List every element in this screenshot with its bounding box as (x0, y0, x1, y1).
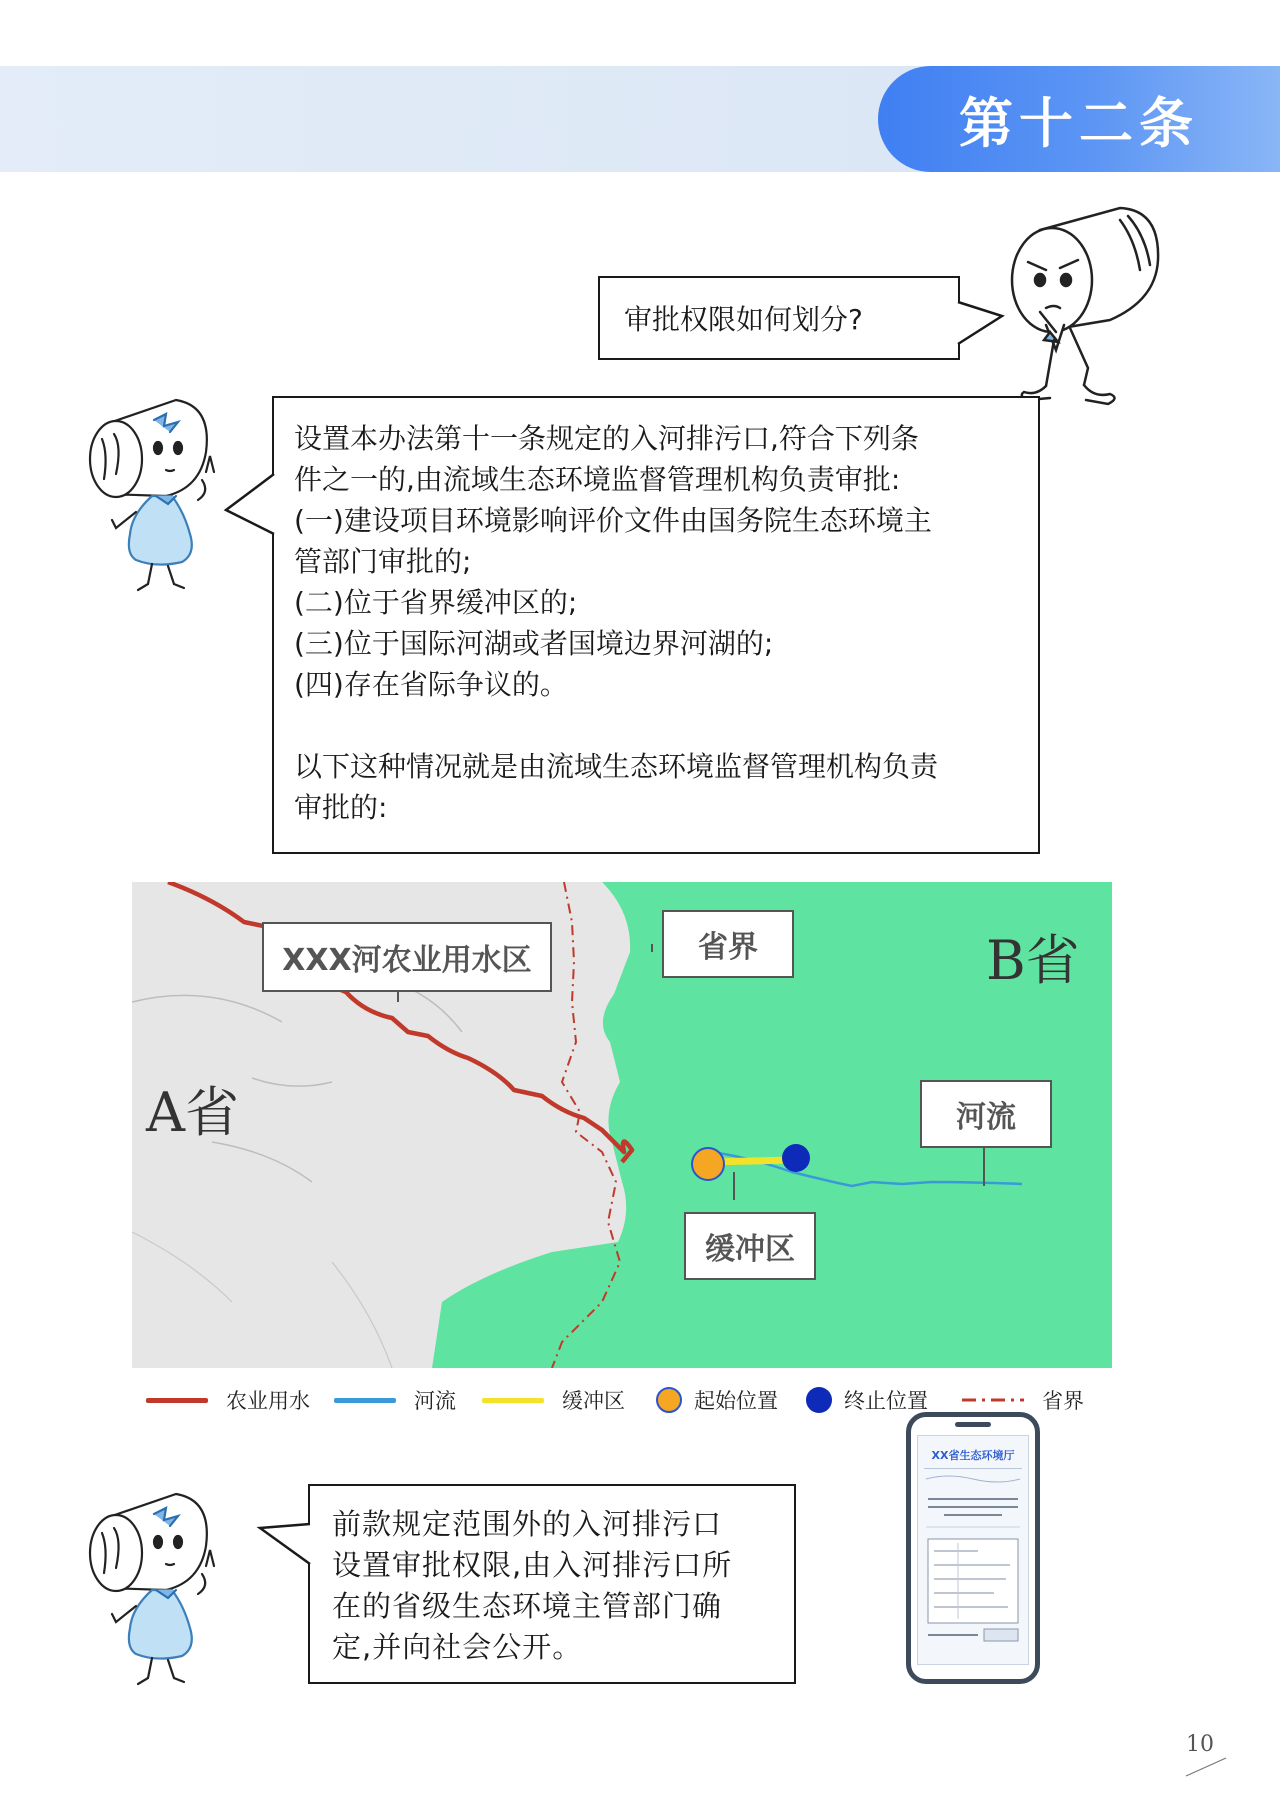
river-label: 河流 (920, 1080, 1052, 1148)
legend-item-agri (146, 1382, 310, 1418)
legend-swatch-start (656, 1387, 682, 1413)
main-bubble-tail (222, 470, 276, 550)
province-a-label: A省 (146, 1081, 239, 1144)
phone-illustration (906, 1412, 1040, 1684)
main-text-line-2: 件之一的,由流域生态环境监督管理机构负责审批: (294, 463, 901, 496)
province-b-label: B省 (986, 929, 1080, 992)
main-text-line-3: (一)建设项目环境影响评价文件由国务院生态环境主 (294, 504, 932, 537)
main-text-line-5: (二)位于省界缓冲区的; (294, 586, 578, 619)
legend-swatch-end (806, 1387, 832, 1413)
legend-label-end: 终止位置 (844, 1389, 928, 1413)
pipe-character-male-illustration (1000, 200, 1170, 420)
main-text-bubble (272, 396, 1040, 854)
legend-swatch-boundary (962, 1396, 1024, 1404)
main-text-line-1: 设置本办法第十一条规定的入河排污口,符合下列条 (294, 422, 919, 455)
legend-label-buffer: 缓冲区 (562, 1389, 625, 1413)
river-map (132, 882, 1112, 1368)
lower-text-line-3: 在的省级生态环境主管部门确 (332, 1589, 723, 1623)
page-number-slash (1184, 1754, 1228, 1778)
main-text-line-6: (三)位于国际河湖或者国境边界河湖的; (294, 627, 774, 660)
lower-text-line-2: 设置审批权限,由入河排污口所 (332, 1548, 733, 1582)
main-text-line-4: 管部门审批的; (294, 545, 472, 578)
lower-text-bubble (308, 1484, 796, 1684)
legend-item-end (806, 1382, 928, 1418)
legend-item-river (334, 1382, 456, 1418)
phone-document-lines (918, 1469, 1028, 1659)
main-text-line-7: (四)存在省际争议的。 (294, 668, 568, 701)
question-bubble (598, 276, 960, 360)
phone-screen (917, 1435, 1029, 1665)
legend-item-buffer (482, 1382, 625, 1418)
phone-speaker (955, 1422, 991, 1427)
question-bubble-tail (958, 300, 1008, 360)
boundary-label: 省界 (662, 910, 794, 978)
agri-zone-label: XXX河农业用水区 (262, 922, 552, 992)
article-title: 第十二条 (959, 91, 1199, 155)
lower-text-line-1: 前款规定范围外的入河排污口 (332, 1507, 723, 1541)
question-text: 审批权限如何划分? (624, 303, 863, 336)
main-text-line-10: 审批的: (294, 791, 388, 824)
lower-text-line-4: 定,并向社会公开。 (332, 1630, 583, 1664)
paragraph-spacer (294, 705, 1020, 746)
legend-label-start: 起始位置 (694, 1389, 778, 1413)
phone-header: XX省生态环境厅 (924, 1442, 1022, 1469)
main-text-line-9: 以下这种情况就是由流域生态环境监督管理机构负责 (294, 750, 939, 783)
legend-label-boundary: 省界 (1042, 1389, 1084, 1413)
legend-label-river: 河流 (414, 1389, 456, 1413)
legend-swatch-river (334, 1398, 396, 1403)
page-number: 10 (1186, 1732, 1214, 1757)
lower-bubble-tail (258, 1522, 312, 1582)
buffer-label: 缓冲区 (684, 1212, 816, 1280)
legend-swatch-buffer (482, 1398, 544, 1403)
legend-swatch-agri (146, 1398, 208, 1403)
pipe-character-female-illustration-lower (86, 1478, 246, 1688)
article-title-tab (878, 66, 1280, 172)
legend-label-agri: 农业用水 (226, 1389, 310, 1413)
legend-item-start (656, 1382, 778, 1418)
